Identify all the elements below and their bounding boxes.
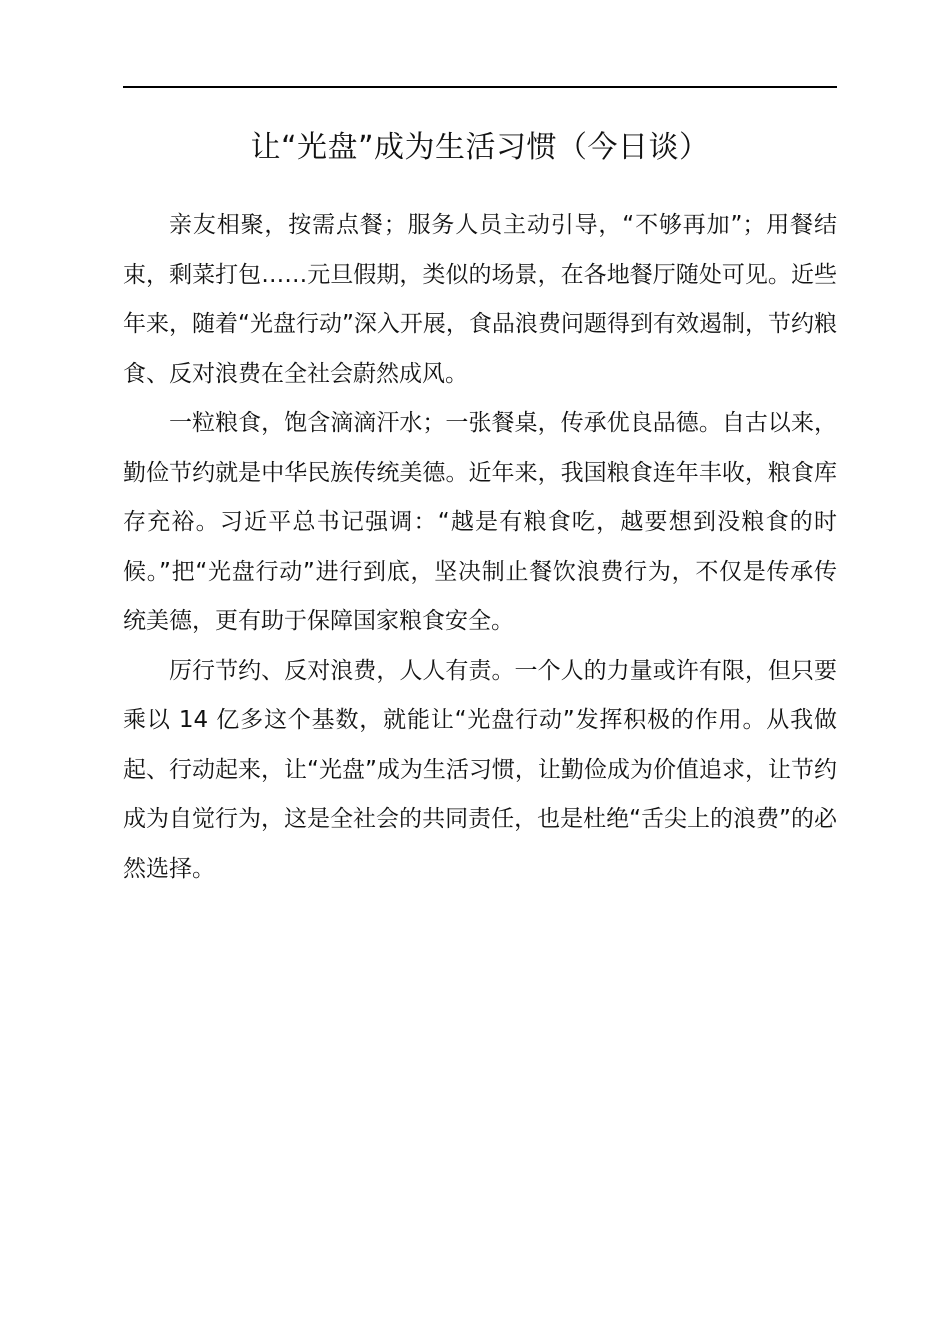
paragraph-3: 厉行节约、反对浪费，人人有责。一个人的力量或许有限，但只要乘以 14 亿多这个基数，就能让“光盘行动”发挥积极的作用。从我做起、行动起来，让“光盘”成为生活习惯，让勤俭成为价值追求，让节约成为自觉行为，这是全社会的共同责任，也是杜绝“舌尖上的浪费”的必然选择。 — [123, 657, 837, 882]
article-body — [123, 201, 837, 894]
article-title: 让“光盘”成为生活习惯（今日谈） — [250, 130, 710, 165]
paragraph-1: 亲友相聚，按需点餐；服务人员主动引导，“不够再加”；用餐结束，剩菜打包……元旦假期，类似的场景，在各地餐厅随处可见。近些年来，随着“光盘行动”深入开展，食品浪费问题得到有效遏制，节约粮食、反对浪费在全社会蔚然成风。 — [123, 212, 837, 387]
paragraph-2: 一粒粮食，饱含滴滴汗水；一张餐桌，传承优良品德。自古以来，勤俭节约就是中华民族传统美德。近年来，我国粮食连年丰收，粮食库存充裕。习近平总书记强调：“越是有粮食吃，越要想到没粮食的时候。”把“光盘行动”进行到底，坚决制止餐饮浪费行为，不仅是传承传统美德，更有助于保障国家粮食安全。 — [123, 410, 837, 634]
header-rule — [123, 86, 837, 88]
